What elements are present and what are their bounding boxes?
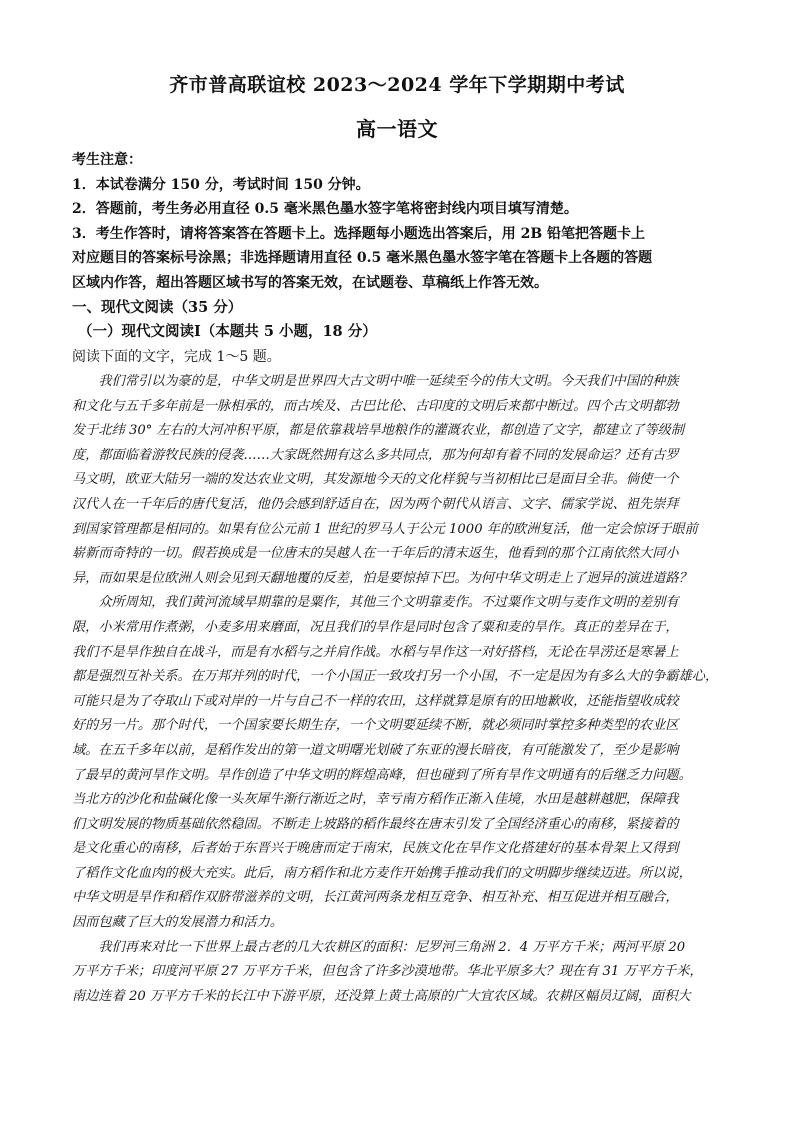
- note-line: 1．本试卷满分 150 分，考试时间 150 分钟。: [72, 176, 370, 193]
- passage-line: 众所周知，我们黄河流域早期靠的是粟作，其他三个文明靠麦作。不过粟作文明与麦作文明的差别有: [72, 595, 679, 611]
- reading-passage: [72, 370, 722, 1009]
- passage-line: 我们不是旱作独自在战斗，而是有水稻与之并肩作战。水稻与旱作这一对好搭档，无论在旱涝还是寒暑上: [72, 644, 679, 660]
- note-line: 区域内作答，超出答题区域书写的答案无效，在试题卷、草稿纸上作答无效。: [72, 274, 548, 291]
- notes-heading: 考生注意：: [72, 152, 142, 168]
- passage-line: 马文明，欧亚大陆另一端的发达农业文明，其发源地今天的文化样貌与当初相比已是面目全非。倘使一个: [72, 472, 679, 488]
- passage-line: 好的另一片。那个时代，一个国家要长期生存，一个文明要延续不断，就必须同时掌控多种类型的农业区: [72, 718, 679, 734]
- passage-line: 南边连着 20 万平方千米的长江中下游平原，还没算上黄土高原的广大宜农区域。农耕区幅员辽阔，面积大: [72, 988, 691, 1004]
- passage-line: 异，而如果是位欧洲人则会见到天翻地覆的反差，怕是要惊掉下巴。为何中华文明走上了迥异的演进道路？: [72, 570, 692, 586]
- passage-line: 崭新而奇特的一切。假若换成是一位唐末的吴越人在一千年后的清末返生，他看到的那个江南依然大同小: [72, 546, 679, 562]
- reading-instruction: 阅读下面的文字，完成 1～5 题。: [72, 349, 281, 365]
- passage-line: 当北方的沙化和盐碱化像一头灰犀牛渐行渐近之时，幸亏南方稻作正渐入佳境，水田是越耕越肥，保障我: [72, 792, 679, 808]
- passage-line: 我们常引以为豪的是，中华文明是世界四大古文明中唯一延续至今的伟大文明。今天我们中国的种族: [72, 374, 679, 389]
- exam-title: 齐市普高联谊校 2023～2024 学年下学期期中考试: [169, 74, 625, 96]
- passage-line: 我们再来对比一下世界上最古老的几大农耕区的面积：尼罗河三角洲 2．4 万平方千米；两河平原 20: [72, 939, 686, 955]
- passage-line: 限，小米常用作煮粥，小麦多用来磨面，况且我们的旱作是同时包含了粟和麦的旱作。真正的差异在于，: [72, 619, 679, 635]
- passage-line: 因而包藏了巨大的发展潜力和活力。: [72, 915, 283, 931]
- note-line: 2．答题前，考生务必用直径 0.5 毫米黑色墨水签字笔将密封线内项目填写清楚。: [72, 201, 578, 217]
- passage-line: 了最早的黄河旱作文明。旱作创造了中华文明的辉煌高峰，但也碰到了所有旱作文明通有的后继乏力问题。: [72, 767, 692, 783]
- passage-line: 万平方千米；印度河平原 27 万平方千米，但包含了许多沙漠地带。华北平原多大？现在有 31 万平方千米，: [72, 964, 703, 980]
- subsection-heading: （一）现代文阅读Ⅰ（本题共 5 小题，18 分）: [78, 323, 377, 340]
- passage-line: 度，都面临着游牧民族的侵袭……大家既然拥有这么多共同点，那为何却有着不同的发展命运？还有古罗: [72, 447, 679, 463]
- note-line: 3．考生作答时，请将答案答在答题卡上。选择题每小题选出答案后，用 2B 铅笔把答题卡上: [72, 225, 646, 242]
- passage-line: 是文化重心的南移，后者始于东晋兴于晚唐而定于南宋，民族文化在旱作文化搭建好的基本骨架上又得到: [72, 841, 679, 857]
- passage-line: 域。在五千多年以前，是稻作发出的第一道文明曙光划破了东亚的漫长暗夜，有可能激发了，至少是影响: [72, 742, 679, 758]
- passage-line: 和文化与五千多年前是一脉相承的，而古埃及、古巴比伦、古印度的文明后来都中断过。四个古文明都勃: [72, 398, 679, 414]
- passage-line: 中华文明是旱作和稻作双脐带滋养的文明，长江黄河两条龙相互竞争、相互补充、相互促进并相互融合，: [72, 890, 679, 906]
- passage-line: 到国家管理都是相同的。如果有位公元前 1 世纪的罗马人于公元 1000 年的欧洲复活，他一定会惊讶于眼前: [72, 521, 698, 537]
- passage-line: 了稻作文化血肉的极大充实。此后，南方稻作和北方麦作开始携手推动我们的文明脚步继续迈进。所以说，: [72, 865, 692, 881]
- passage-line: 发于北纬 30° 左右的大河冲积平原，都是依靠栽培旱地粮作的灌溉农业，都创造了文字，都建立了等级制: [72, 423, 685, 439]
- passage-line: 汉代人在一千年后的唐代复活，他仍会感到舒适自在，因为两个朝代从语言、文字、儒家学说、祖先崇拜: [72, 496, 679, 512]
- passage-line: 们文明发展的物质基础依然稳固。不断走上坡路的稻作最终在唐末引发了全国经济重心的南移，紧接着的: [72, 816, 679, 832]
- section-heading: 一、现代文阅读（35 分）: [72, 299, 243, 316]
- candidate-notes: [72, 148, 722, 295]
- passage-line: 都是强烈互补关系。在万邦并列的时代，一个小国正一致攻打另一个小国，不一定是因为有多么大的争霸雄心，: [72, 669, 719, 685]
- subject-title: 高一语文: [356, 117, 438, 141]
- note-line: 对应题目的答案标号涂黑；非选择题请用直径 0.5 毫米黑色墨水签字笔在答题卡上各题的答题: [72, 250, 653, 266]
- passage-line: 可能只是为了夺取山下或对岸的一片与自己不一样的农田，这样就算是原有的田地歉收，还能指望收成较: [72, 693, 679, 709]
